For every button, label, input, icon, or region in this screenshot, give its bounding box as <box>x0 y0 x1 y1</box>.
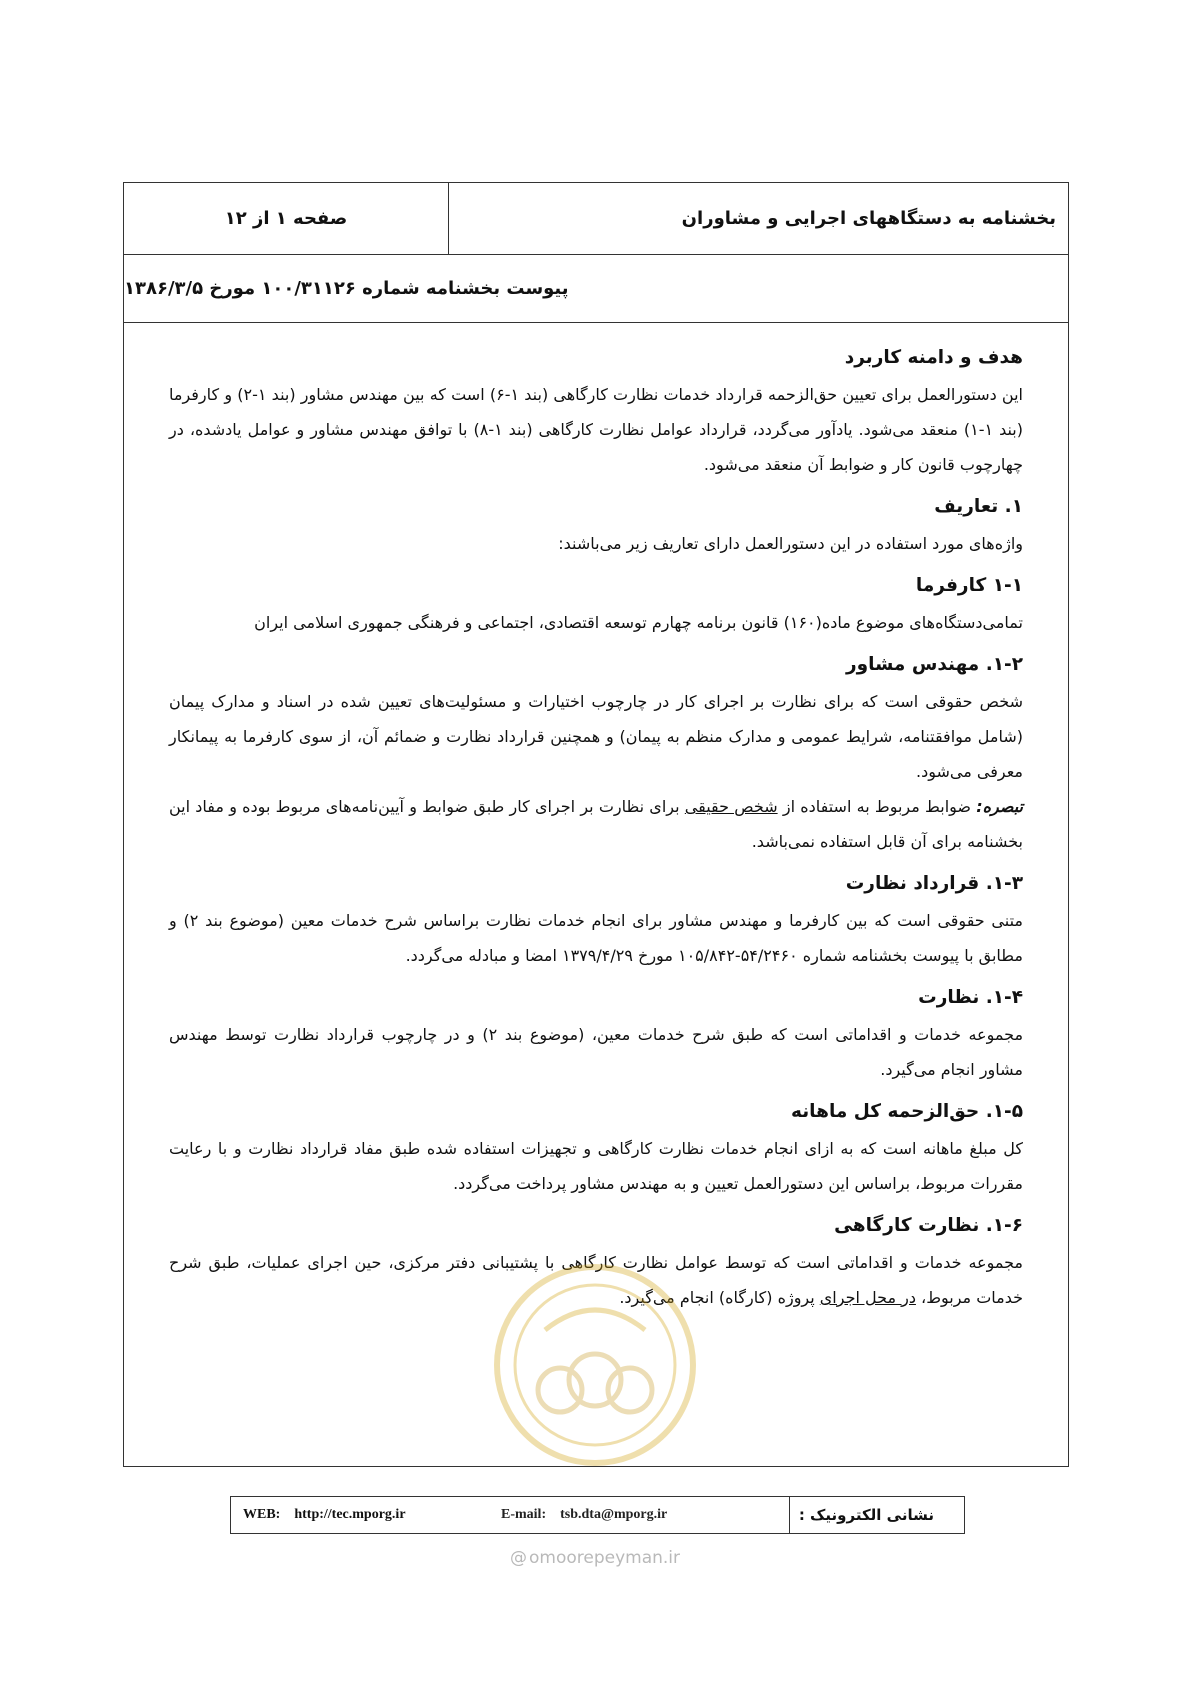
paragraph-monthly-fee: کل مبلغ ماهانه است که به ازای انجام خدمات نظارت کارگاهی و تجهیزات استفاده شده طبق مفاد قرارداد نظارت و با رعایت مقررات مربوط، براساس این دستورالعمل تعیین و به مهندس مشاور پرداخت می‌گردد. <box>169 1139 1023 1193</box>
document-body <box>169 333 1023 1315</box>
section-heading-employer: ۱-۱ کارفرما <box>915 575 1023 596</box>
email-link[interactable]: tsb.dta@mporg.ir <box>560 1507 668 1522</box>
paragraph-consultant: شخص حقوقی است که برای نظارت بر اجرای کار در چارچوب اختیارات و مسئولیت‌های تعیین شده در اسناد و مدارک پیمان (شامل موافقتنامه، شرایط عمومی و مدارک منظم به پیمان) و همچنین قرارداد نظارت و ضمائم آن، از سوی کارفرما به پیمانکار معرفی می‌شود. <box>169 692 1023 781</box>
section-heading-monthly-fee: ۱-۵. حق‌الزحمه کل ماهانه <box>791 1101 1023 1122</box>
section-heading-site-supervision: ۱-۶. نظارت کارگاهی <box>834 1215 1023 1236</box>
document-title: بخشنامه به دستگاههای اجرایی و مشاوران <box>681 208 1056 229</box>
document-subtitle: پیوست بخشنامه شماره ۱۰۰/۳۱۱۲۶ مورخ ۱۳۸۶/۳/۵ <box>124 255 1068 323</box>
watermark-url <box>0 1548 1190 1568</box>
section-heading-consultant: ۱-۲. مهندس مشاور <box>846 654 1023 675</box>
note-text-a: ضوابط مربوط به استفاده از <box>777 797 977 816</box>
page-number: صفحه ۱ از ۱۲ <box>124 183 449 254</box>
note-underlined: شخص حقیقی <box>684 797 778 816</box>
note-paragraph <box>169 789 1023 859</box>
section-heading-contract: ۱-۳. قرارداد نظارت <box>845 873 1023 894</box>
section-heading-goal: هدف و دامنه کاربرد <box>844 347 1023 368</box>
paragraph-contract: متنی حقوقی است که بین کارفرما و مهندس مشاور برای انجام خدمات نظارت براساس شرح خدمات معین (موضوع بند ۲) و مطابق با پیوست بخشنامه شماره ۵۴/۲۴۶۰-۱۰۵/۸۴۲ مورخ ۱۳۷۹/۴/۲۹ امضا و مبادله می‌گردد. <box>169 911 1023 965</box>
site-underlined: در محل اجرای <box>819 1288 916 1307</box>
seal-watermark-icon <box>490 1260 700 1470</box>
footer-contact-box <box>230 1496 965 1534</box>
footer-web <box>243 1497 406 1533</box>
paragraph-supervision: مجموعه خدمات و اقداماتی است که طبق شرح خدمات معین، (موضوع بند ۲) و در چارچوب قرارداد نظارت توسط مهندس مشاور انجام می‌گیرد. <box>169 1025 1024 1079</box>
paragraph-goal: این دستورالعمل برای تعیین حق‌الزحمه قرارداد خدمات نظارت کارگاهی (بند ۱-۶) است که بین مهندس مشاور (بند ۱-۲) و کارفرما (بند ۱-۱) منعقد می‌شود. یادآور می‌گردد، قرارداد عوامل نظارت کارگاهی (بند ۱-۸) با توافق مهندس مشاور و عوامل یادشده، در چهارچوب قانون کار و ضوابط آن منعقد می‌شود. <box>169 385 1023 474</box>
footer-label: نشانی الکترونیک : <box>789 1497 964 1533</box>
web-link[interactable]: http://tec.mporg.ir <box>294 1507 406 1522</box>
email-label: E-mail: <box>501 1507 547 1522</box>
web-label: WEB: <box>243 1507 281 1522</box>
at-sign-icon: @ <box>509 1548 527 1568</box>
watermark-text: omoorepeyman.ir <box>528 1548 681 1568</box>
section-heading-definitions: ۱. تعاریف <box>934 496 1023 517</box>
header-row <box>124 183 1068 255</box>
paragraph-definitions: واژه‌های مورد استفاده در این دستورالعمل دارای تعاریف زیر می‌باشند: <box>558 534 1023 553</box>
site-text-b: پروژه (کارگاه) انجام می‌گیرد. <box>619 1288 820 1307</box>
paragraph-employer: تمامی‌دستگاه‌های موضوع ماده(۱۶۰) قانون برنامه چهارم توسعه اقتصادی، اجتماعی و فرهنگی جمهوری اسلامی ایران <box>254 613 1023 632</box>
site-text-a: مجموعه خدمات و اقداماتی است که توسط عوامل نظارت کارگاهی با پشتیبانی دفتر مرکزی، حین اجرای عملیات، طبق شرح خدمات مربوط، <box>169 1253 1023 1307</box>
section-heading-supervision: ۱-۴. نظارت <box>918 987 1023 1008</box>
note-label: تبصره: <box>976 797 1023 816</box>
footer-email <box>501 1497 667 1533</box>
note-text-b: برای نظارت بر اجرای کار طبق ضوابط و آیین‌نامه‌های مربوط بوده و مفاد این بخشنامه برای آن قابل استفاده نمی‌باشد. <box>169 797 1023 851</box>
